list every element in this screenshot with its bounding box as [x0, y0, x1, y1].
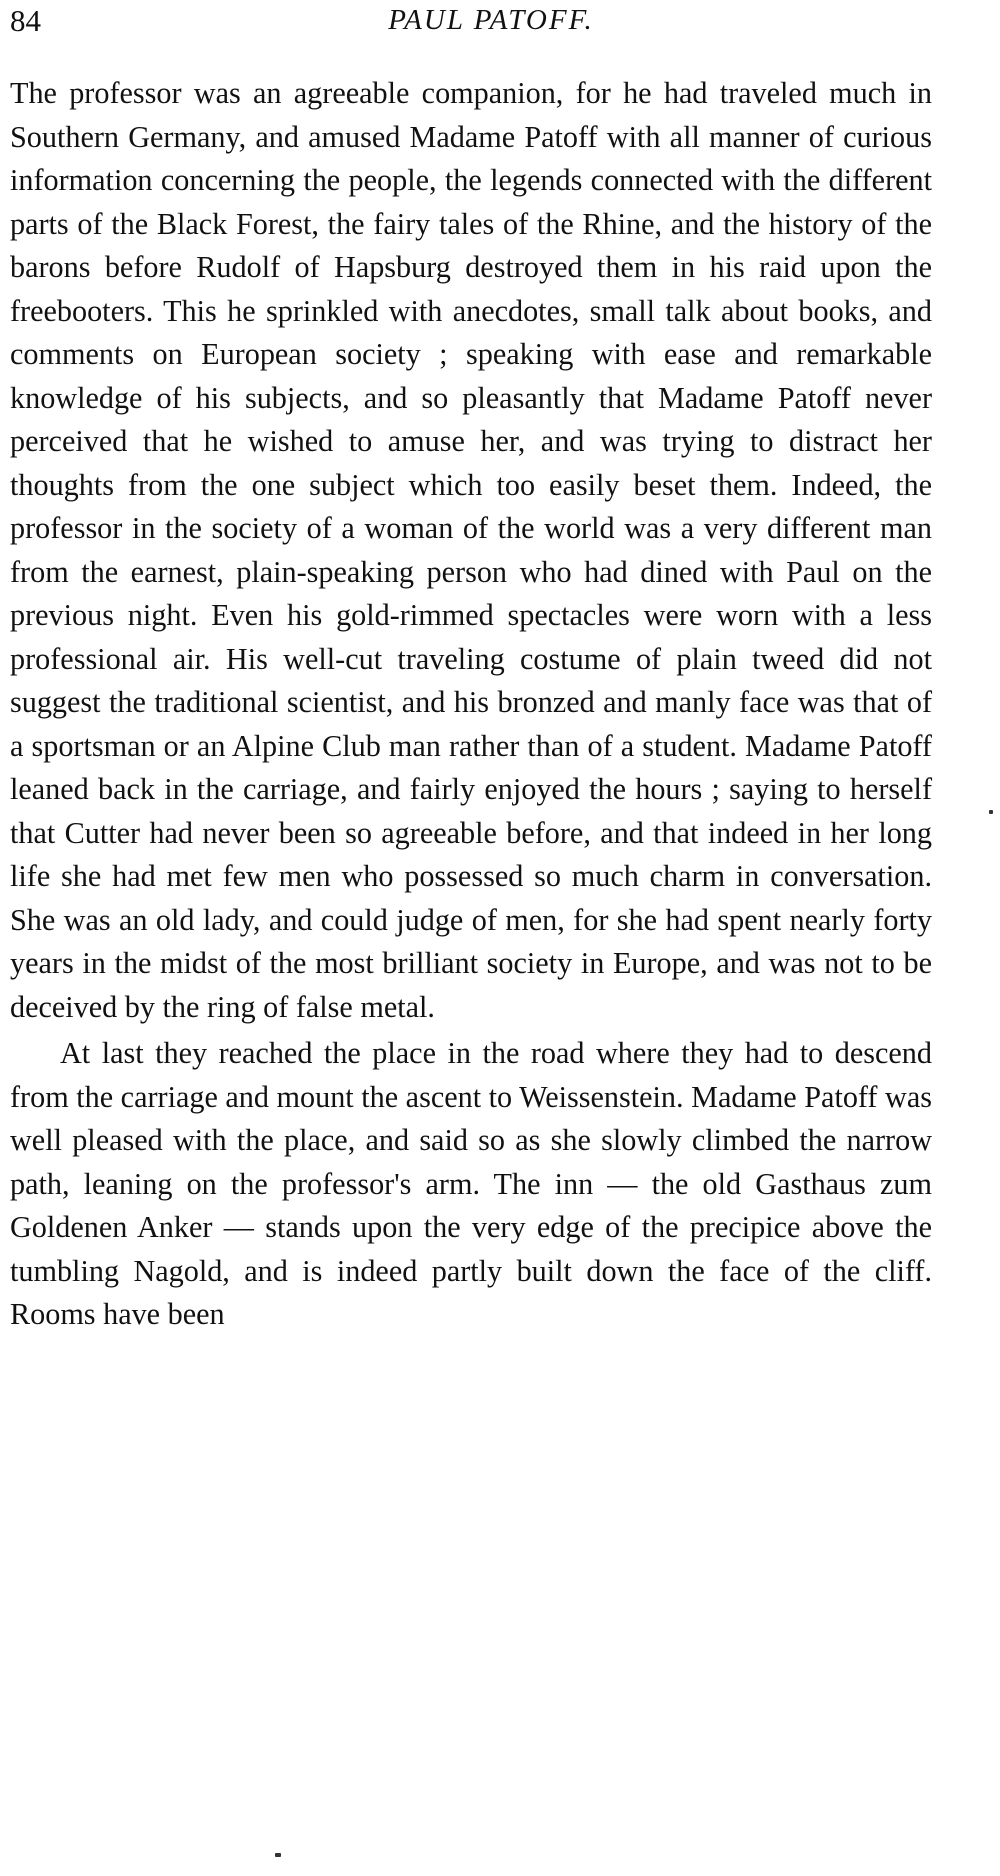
running-title: PAUL PATOFF.: [388, 4, 594, 36]
ink-speck: [275, 1853, 281, 1857]
paragraph-2: At last they reached the place in the road where they had to descend from the carriage and mount the ascent to Weissenstein. Madame Patoff was well pleased with the place, and said so as she slowly climbed the narrow path, leaning on the professor's arm. The inn — the old Gasthaus zum Goldenen Anker — stands upon the very edge of the precipice above the tumbling Nagold, and is indeed partly built down the face of the cliff. Rooms have been: [10, 1036, 932, 1331]
body-text: [10, 72, 932, 1337]
page-number: 84: [10, 3, 41, 38]
ink-speck: [989, 810, 993, 814]
running-head: [10, 0, 932, 44]
paragraph-1: The professor was an agreeable companion, for he had traveled much in Southern Germany, and amused Madame Patoff with all manner of curious information concerning the people, the legends connected with the different parts of the Black Forest, the fairy tales of the Rhine, and the history of the barons before Rudolf of Hapsburg destroyed them in his raid upon the freebooters. This he sprinkled with anecdotes, small talk about books, and comments on European society ; speaking with ease and remarkable knowledge of his subjects, and so pleasantly that Madame Patoff never perceived that he wished to amuse her, and was trying to distract her thoughts from the one subject which too easily beset them. Indeed, the professor in the society of a woman of the world was a very different man from the earnest, plain-speaking person who had dined with Paul on the previous night. Even his gold-rimmed spectacles were worn with a less professional air. His well-cut traveling costume of plain tweed did not suggest the traditional scientist, and his bronzed and manly face was that of a sportsman or an Alpine Club man rather than of a student. Madame Patoff leaned back in the carriage, and fairly enjoyed the hours ; saying to herself that Cutter had never been so agreeable before, and that indeed in her long life she had met few men who possessed so much charm in conversation. She was an old lady, and could judge of men, for she had spent nearly forty years in the midst of the most brilliant society in Europe, and was not to be deceived by the ring of false metal.: [10, 76, 932, 1024]
book-page: [10, 0, 932, 1340]
